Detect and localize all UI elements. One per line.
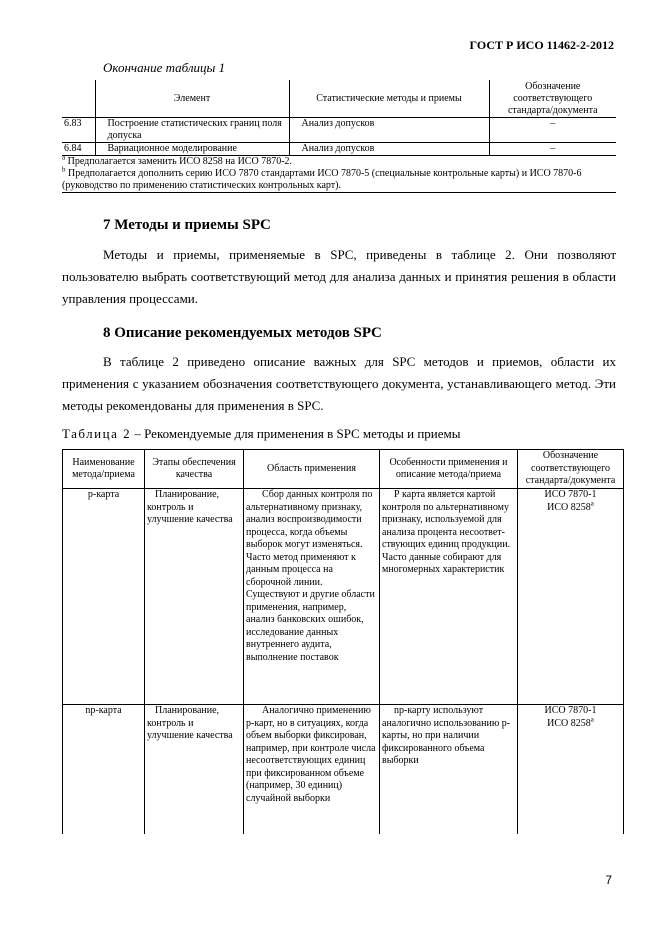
table2-col-document: Обозначение соответствующего стандарта/документа <box>518 450 624 489</box>
row-element: Построение статистических границ поля допуска <box>95 118 289 143</box>
row-number: 6.84 <box>62 143 95 156</box>
row-document: – <box>489 118 616 143</box>
row-methods: Анализ допусков <box>289 118 489 143</box>
table-row <box>62 118 616 143</box>
section8-text: В таблице 2 приведено описание важных для SPC методов и приемов, области их применения с указанием обозначения соответствующего документа, устанавливающего метод. Эти методы рекомендованы для применения в SPC. <box>62 354 616 413</box>
table2-caption-text: – Рекомендуемые для применения в SPC методы и приемы <box>131 426 461 441</box>
section7-paragraph <box>62 244 616 310</box>
method-documents <box>518 705 624 834</box>
method-stages: Планирование, контроль и улучшение качества <box>145 489 244 705</box>
section8-paragraph <box>62 351 616 417</box>
table1-footnotes-row <box>62 156 616 193</box>
document-ref: ИСО 7870-1 <box>544 489 597 500</box>
table2-col-stages: Этапы обеспечения качества <box>145 450 244 489</box>
table1-col-methods: Статистические методы и приемы <box>289 80 489 118</box>
document-ref-text: ИСО 8258 <box>547 501 591 513</box>
section8-heading: 8 Описание рекомендуемых методов SPC <box>103 325 382 341</box>
footnote-mark: а <box>590 715 594 724</box>
table1-footnotes <box>62 153 616 193</box>
table2-caption <box>62 426 460 442</box>
footnote-b <box>62 165 616 192</box>
method-area: Аналогично применению р-карт, но в ситуациях, когда объем выборки фиксирован, например, при контроле числа несоответствующих единиц при фиксированном объеме (например, 30 единиц) случайной выборки <box>244 705 380 834</box>
table1-col-document: Обозначение соответствующего стандарта/документа <box>489 80 616 118</box>
table2-col-area: Область применения <box>244 450 380 489</box>
document-code-header: ГОСТ Р ИСО 11462-2-2012 <box>469 38 614 52</box>
table1-continuation <box>62 80 616 193</box>
method-name: p-карта <box>63 489 145 705</box>
table-row <box>63 705 624 834</box>
row-number: 6.83 <box>62 118 95 143</box>
table2-col-name: Наименование метода/приема <box>63 450 145 489</box>
table2 <box>62 449 624 834</box>
document-ref: ИСО 7870-1 <box>544 705 597 716</box>
row-methods: Анализ допусков <box>289 143 489 156</box>
table1-col-element: Элемент <box>95 80 289 118</box>
document-ref <box>520 715 621 731</box>
table1-continuation-caption: Окончание таблицы 1 <box>103 60 226 75</box>
footnote-mark: b <box>62 165 66 174</box>
method-stages: Планирование, контроль и улучшение качества <box>145 705 244 834</box>
table2-caption-label: Таблица 2 <box>62 426 132 441</box>
footnote-mark: а <box>62 153 66 162</box>
section7-heading: 7 Методы и приемы SPC <box>103 217 271 233</box>
method-documents <box>518 489 624 705</box>
section7-text: Методы и приемы, применяемые в SPC, приведены в таблице 2. Они позволяют пользователю выбрать соответствующий метод для анализа данных и принятия решения в области управления процессами. <box>62 247 616 306</box>
page-number: 7 <box>605 873 612 887</box>
table-row <box>62 143 616 156</box>
table2-col-features: Особенности применения и описание метода/приема <box>380 450 518 489</box>
method-area: Сбор данных контроля по альтернативному признаку, анализ воспроизводимости процесса, когда объемы выборок могут изменяться. Часто метод применяют к данным процесса на сборочной линии. Существуют и другие области применения, например, анализ банковских ошибок, исследование данных внутреннего аудита, выполнение поставок <box>244 489 380 705</box>
footnote-text: Предполагается дополнить серию ИСО 7870 стандартами ИСО 7870-5 (специальные контрольные карты) и ИСО 7870-6 (руководство по применению статистических контрольных карт). <box>62 168 582 191</box>
footnote-mark: а <box>590 499 594 508</box>
row-document: – <box>489 143 616 156</box>
table2-header-row <box>63 450 624 489</box>
document-ref-text: ИСО 8258 <box>547 717 591 729</box>
document-ref <box>520 499 621 515</box>
footnote-a <box>62 153 616 168</box>
method-features: np-карту используют аналогично использованию р-карты, но при наличии фиксированного объема выборки <box>380 705 518 834</box>
table-row <box>63 489 624 705</box>
table1-col-num <box>62 80 95 118</box>
method-name: np-карта <box>63 705 145 834</box>
row-element: Вариационное моделирование <box>95 143 289 156</box>
footnote-text: Предполагается заменить ИСО 8258 на ИСО 7870-2. <box>67 156 293 167</box>
method-features: Р карта является картой контроля по альтернативному признаку, используемой для анализа процента несоответ-ствующих единиц продукции. Часто данные собирают для многомерных характеристик <box>380 489 518 705</box>
table1-header-row <box>62 80 616 118</box>
